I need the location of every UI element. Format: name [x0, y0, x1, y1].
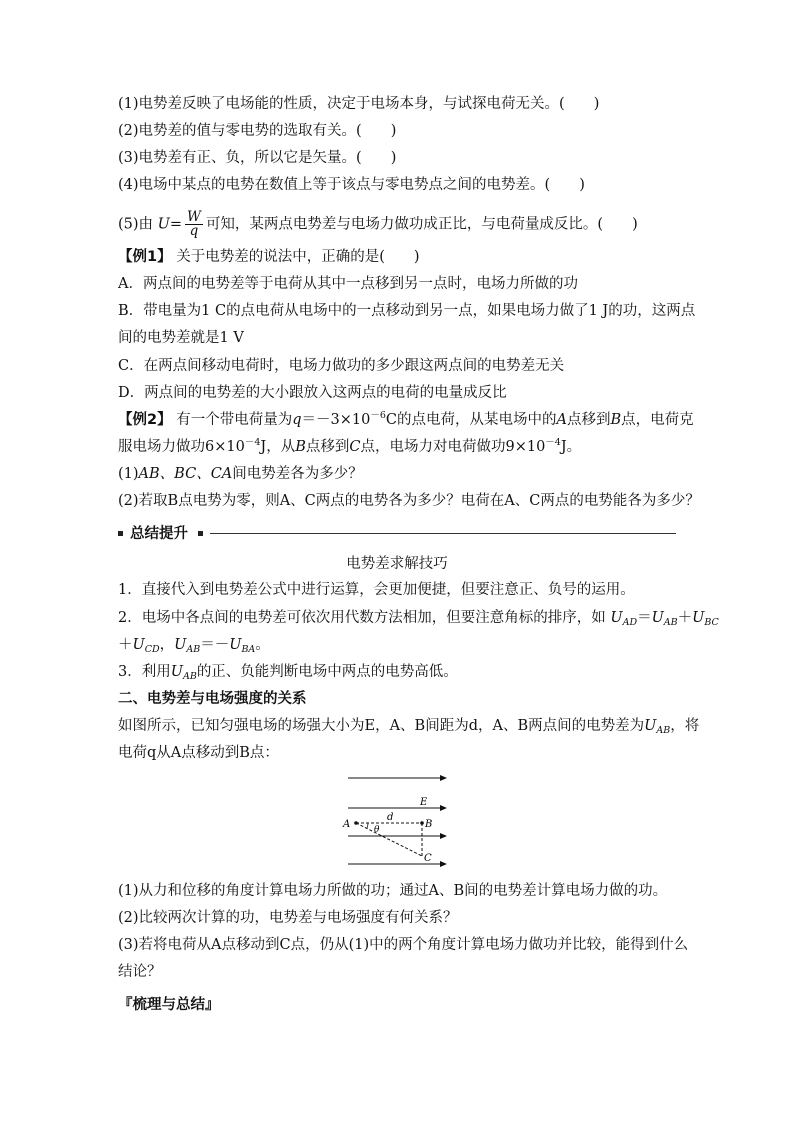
summary-title: 电势差求解技巧	[346, 556, 448, 572]
example2-q1-number: (1)	[118, 466, 139, 482]
example2-question1	[118, 464, 363, 484]
label-theta: θ	[374, 825, 380, 835]
point-a-dot	[354, 821, 358, 825]
formula-u-ab-4: $U_{AB}$	[644, 718, 671, 736]
example2-exponent: －4	[244, 437, 261, 448]
summary-heading-bar	[118, 524, 676, 544]
summary-point-1: 1．直接代入到电势差公式中进行运算，会更加便捷，但要注意正、负号的运用。	[118, 582, 635, 598]
example1-stem	[118, 247, 420, 267]
example1-option-b-line2: 间的电势差就是1 V	[118, 330, 244, 346]
example1-option-d: D．两点间的电势差的大小跟放入这两点的电荷的电量成反比	[118, 385, 507, 401]
label-d: d	[387, 812, 394, 823]
judgment-5-eq: =	[169, 216, 183, 233]
summary-point-3	[118, 662, 458, 682]
example2-q1-pairs: AB、BC、CA	[138, 466, 233, 482]
section2-intro-text: 如图所示，已知匀强电场的场强大小为E，A、B间距为d，A、B两点间的电势差为	[118, 718, 645, 734]
bullet-square-right	[198, 531, 203, 536]
formula-u-ab-2: $U_{AB}$	[174, 637, 201, 655]
label-a: A	[343, 819, 351, 830]
section2-question2: (2)比较两次计算的功，电势差与电场强度有何关系？	[118, 910, 458, 926]
judgment-1: (1)电势差反映了电场能的性质，决定于电场本身，与试探电荷无关。( )	[118, 96, 600, 112]
fraction-denominator: q	[189, 223, 199, 239]
summary-divider	[210, 533, 676, 534]
judgment-5-prefix: (5)由	[118, 216, 154, 233]
example2-q1-text: 间电势差各为多少？	[232, 466, 363, 482]
formula-u-ab: $U_{AB}$	[651, 610, 678, 628]
example2-text: J，从	[260, 439, 296, 455]
example2-text: 服电场力做功6×10	[118, 439, 245, 455]
example2-text: 点移到	[566, 412, 611, 428]
example1-option-c: C．在两点间移动电荷时，电场力做功的多少跟这两点间的电势差无关	[118, 358, 565, 374]
example1-question: 关于电势差的说法中，正确的是( )	[176, 249, 420, 265]
example2-exponent: －4	[545, 437, 561, 448]
example2-text: 点，电荷克	[621, 412, 694, 428]
summary-heading: 总结提升	[130, 526, 188, 542]
example2-text: C的点电荷，从某电场中的	[385, 412, 557, 428]
example1-option-a: A．两点间的电势差等于电荷从其中一点移到另一点时，电场力所做的功	[118, 276, 578, 292]
judgment-5	[118, 211, 638, 238]
judgment-3: (3)电势差有正、负，所以它是矢量。( )	[118, 150, 397, 166]
summary-point-2-line2: $+U_{CD}$，$U_{AB}=-U_{BA}$。	[118, 637, 270, 655]
summary-point-3-prefix: 3．利用	[118, 664, 171, 680]
example1-option-b-line1: B．带电量为1 C的点电荷从电场中的一点移动到另一点，如果电场力做了1 J的功，这两点	[118, 303, 696, 319]
example2-question2: (2)若取B点电势为零，则A、C两点的电势各为多少？电荷在A、C两点的电势能各为多少？	[118, 493, 700, 509]
summary-point-2-line1: 2．电场中各点间的电势差可依次用代数方法相加，但要注意角标的排序，如 $U_{AD}=U_{AB}+U_{BC}$	[118, 610, 719, 628]
label-c: C	[424, 853, 432, 864]
judgment-4: (4)电场中某点的电势在数值上等于该点与零电势点之间的电势差。( )	[118, 177, 585, 193]
example2-line2	[118, 437, 581, 457]
summary-footer-heading: 『梳理与总结』	[118, 997, 220, 1013]
label-e: E	[420, 797, 428, 808]
example2-point-c: C	[349, 439, 361, 455]
example2-exponent: －6	[370, 410, 386, 421]
section2-question3-line2: 结论？	[118, 964, 162, 980]
section2-intro-line2: 电荷q从A点移动到B点：	[118, 745, 279, 761]
example1-tag: 【例1】	[118, 249, 172, 265]
judgment-2: (2)电势差的值与零电势的选取有关。( )	[118, 123, 397, 139]
formula-u-ab-3: $U_{AB}$	[170, 664, 197, 682]
section2-question1: (1)从力和位移的角度计算电场力所做的功；通过A、B间的电势差计算电场力做的功。	[118, 883, 668, 899]
section2-intro-line1: 如图所示，已知匀强电场的场强大小为E，A、B间距为d，A、B两点间的电势差为$U_{AB}$，将	[118, 718, 700, 736]
formula-u-ba: $U_{BA}$	[229, 637, 256, 655]
segment-ac	[356, 823, 422, 856]
judgment-5-u: U	[157, 216, 170, 233]
summary-point-3-suffix: 的正、负能判断电场中两点的电势高低。	[196, 664, 458, 680]
point-b-dot	[420, 821, 424, 825]
field-diagram	[340, 772, 460, 872]
example2-point-b: B	[295, 439, 306, 455]
summary-point-2-text: 2．电场中各点间的电势差可依次用代数方法相加，但要注意角标的排序，如	[118, 610, 606, 626]
example2-line1	[118, 410, 694, 430]
judgment-5-suffix: 可知，某两点电势差与电场力做功成正比，与电荷量成反比。( )	[205, 216, 638, 233]
formula-u-ad: $U_{AD}$	[610, 610, 638, 628]
section2-question3-line1: (3)若将电荷从A点移动到C点，仍从(1)中的两个角度计算电场力做功并比较，能得到什么	[118, 937, 689, 953]
label-b: B	[425, 819, 433, 830]
section2-heading: 二、电势差与电场强度的关系	[118, 691, 307, 707]
fraction-numerator: W	[187, 209, 201, 225]
judgment-5-fraction	[185, 211, 203, 238]
example2-text: 点移到	[305, 439, 350, 455]
example2-point-a: A	[556, 412, 567, 428]
example2-point-b: B	[610, 412, 622, 428]
bullet-square-left	[118, 531, 123, 536]
example2-text: 有一个带电荷量为	[176, 412, 293, 428]
formula-u-cd: $U_{CD}$	[132, 637, 160, 655]
angle-arc	[367, 823, 368, 828]
example2-text: ＝－3×10	[301, 412, 371, 428]
example2-tag: 【例2】	[118, 412, 172, 428]
example2-text: 点，电场力对电荷做功9×10	[360, 439, 546, 455]
example2-q-symbol: q	[292, 412, 302, 428]
example2-text: J。	[560, 439, 582, 455]
formula-u-bc: $U_{BC}$	[692, 610, 719, 628]
